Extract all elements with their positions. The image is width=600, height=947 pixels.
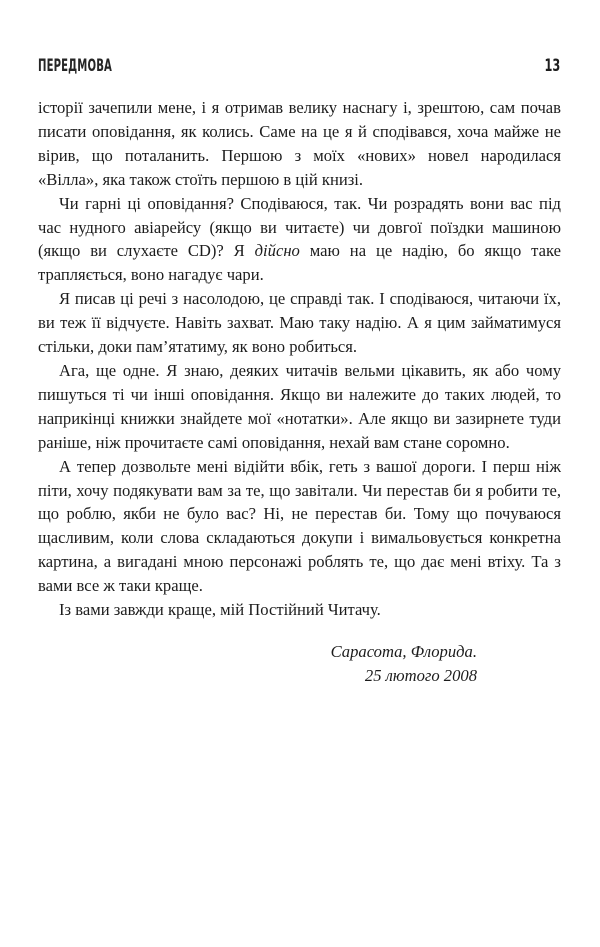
paragraph-2-emphasis: дійсно xyxy=(254,241,300,261)
page-number: 13 xyxy=(544,56,560,76)
paragraph-3: Я писав ці речі з насолодою, це справді так. І сподіваюся, читаючи їх, ви теж її відчуєте. Навіть захват. Маю таку надію. А я цим займатимуся стільки, доки пам’ятатиму, як воно робиться. xyxy=(38,289,561,357)
paragraph-4: Ага, ще одне. Я знаю, деяких читачів вельми цікавить, як або чому пишуться ті чи інші оповідання. Якщо ви належите до таких людей, то наприкінці книжки знайдете мої «нотатки». Але якщо ви зазирнете туди раніше, ніж прочитаєте самі оповідання, нехай вам стане соромно. xyxy=(38,360,561,452)
running-head-title: ПЕРЕДМОВА xyxy=(38,56,112,75)
signature-place: Сарасота, Флорида. xyxy=(330,642,477,661)
signature-block xyxy=(38,640,561,688)
paragraph-1: історії зачепили мене, і я отримав велику наснагу і, зрештою, сам почав писати оповідання, як колись. Саме на це я й сподівався, хоча майже не вірив, що поталанить. Першою з моїх «нових» новел народилася «Вілла», яка також стоїть першою в цій книзі. xyxy=(38,98,561,189)
body-text-column xyxy=(38,96,561,622)
paragraph-2-segment-1: Чи гарні ці оповідання? Сподіваюся, так. Чи розрадять вони вас під час нудного авіарейсу (якщо ви читаєте) чи довгої поїздки машиною (якщо ви слухаєте CD)? Я xyxy=(38,193,561,261)
signature-date: 25 лютого 2008 xyxy=(364,666,477,685)
paragraph-2 xyxy=(38,192,561,288)
running-head xyxy=(38,56,560,80)
paragraph-2-segment-3: маю на це надію, бо якщо таке трапляється, воно нагадує чари. xyxy=(38,241,561,285)
paragraph-6: Із вами завжди краще, мій Постійний Читачу. xyxy=(59,600,381,620)
paragraph-5: А тепер дозвольте мені відійти вбік, геть з вашої дороги. І перш ніж піти, хочу подякувати вам за те, що завітали. Чи перестав би я робити те, що роблю, якби не було вас? Ні, не перестав би. Тому що почуваюся щасливим, коли слова складаються докупи і вимальовується конкретна картина, а вигадані мною персонажі роблять те, що дає мені втіху. Та з вами все ж таки краще. xyxy=(38,456,561,596)
